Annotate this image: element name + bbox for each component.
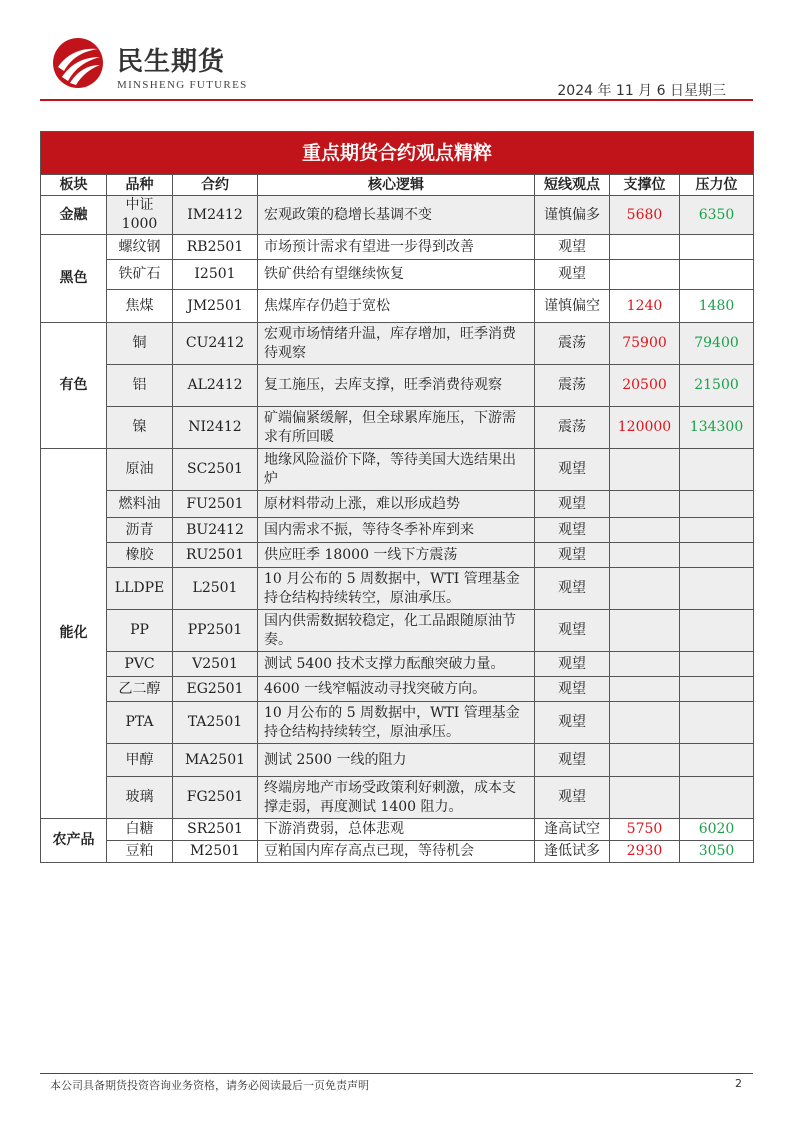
sector-label: 能化 xyxy=(41,449,107,819)
table-row xyxy=(41,610,754,652)
variety-cell: LLDPE xyxy=(107,568,173,610)
table-header-row xyxy=(41,175,754,196)
logic-cell: 10 月公布的 5 周数据中，WTI 管理基金持仓结构持续转空，原油承压。 xyxy=(258,702,535,744)
sector-label: 有色 xyxy=(41,323,107,449)
support-cell: 2930 xyxy=(610,841,680,863)
support-cell xyxy=(610,543,680,568)
variety-cell: 焦煤 xyxy=(107,290,173,323)
support-cell: 20500 xyxy=(610,365,680,407)
variety-cell: 铝 xyxy=(107,365,173,407)
view-cell: 观望 xyxy=(535,568,610,610)
table-row xyxy=(41,841,754,863)
contract-cell: IM2412 xyxy=(173,196,258,235)
contract-cell: RB2501 xyxy=(173,235,258,260)
view-cell: 逢高试空 xyxy=(535,819,610,841)
view-cell: 观望 xyxy=(535,235,610,260)
variety-cell: 白糖 xyxy=(107,819,173,841)
column-header: 支撑位 xyxy=(610,175,680,196)
contract-cell: AL2412 xyxy=(173,365,258,407)
support-cell: 75900 xyxy=(610,323,680,365)
table-row xyxy=(41,543,754,568)
logic-cell: 铁矿供给有望继续恢复 xyxy=(258,260,535,290)
variety-cell: 沥青 xyxy=(107,518,173,543)
logic-cell: 测试 2500 一线的阻力 xyxy=(258,744,535,777)
column-header: 板块 xyxy=(41,175,107,196)
table-row xyxy=(41,652,754,677)
column-header: 核心逻辑 xyxy=(258,175,535,196)
variety-cell: 原油 xyxy=(107,449,173,491)
resistance-cell xyxy=(680,677,754,702)
logic-cell: 终端房地产市场受政策利好刺激，成本支撑走弱，再度测试 1400 阻力。 xyxy=(258,777,535,819)
header-divider xyxy=(40,99,753,101)
brand-name-en: MINSHENG FUTURES xyxy=(117,79,248,91)
support-cell xyxy=(610,610,680,652)
disclaimer: 本公司具备期货投资咨询业务资格，请务必阅读最后一页免责声明 xyxy=(50,1079,369,1092)
table-row xyxy=(41,260,754,290)
variety-cell: 玻璃 xyxy=(107,777,173,819)
variety-cell: 橡胶 xyxy=(107,543,173,568)
table-row xyxy=(41,365,754,407)
view-cell: 谨慎偏空 xyxy=(535,290,610,323)
contract-cell: MA2501 xyxy=(173,744,258,777)
table-row xyxy=(41,323,754,365)
logic-cell: 原材料带动上涨，难以形成趋势 xyxy=(258,491,535,518)
support-cell xyxy=(610,491,680,518)
table-row xyxy=(41,702,754,744)
support-cell xyxy=(610,449,680,491)
variety-cell: PVC xyxy=(107,652,173,677)
view-cell: 观望 xyxy=(535,777,610,819)
variety-cell: 铁矿石 xyxy=(107,260,173,290)
view-cell: 观望 xyxy=(535,449,610,491)
support-cell xyxy=(610,677,680,702)
variety-cell: 镍 xyxy=(107,407,173,449)
resistance-cell: 79400 xyxy=(680,323,754,365)
sector-label: 黑色 xyxy=(41,235,107,323)
table-row xyxy=(41,491,754,518)
logic-cell: 供应旺季 18000 一线下方震荡 xyxy=(258,543,535,568)
resistance-cell xyxy=(680,568,754,610)
contract-cell: CU2412 xyxy=(173,323,258,365)
logic-cell: 焦煤库存仍趋于宽松 xyxy=(258,290,535,323)
table-row xyxy=(41,568,754,610)
support-cell: 5680 xyxy=(610,196,680,235)
table-title: 重点期货合约观点精粹 xyxy=(41,132,754,175)
logic-cell: 测试 5400 技术支撑力酝酿突破力量。 xyxy=(258,652,535,677)
view-cell: 观望 xyxy=(535,260,610,290)
view-cell: 观望 xyxy=(535,491,610,518)
resistance-cell xyxy=(680,260,754,290)
resistance-cell xyxy=(680,744,754,777)
view-cell: 观望 xyxy=(535,744,610,777)
logic-cell: 复工施压，去库支撑，旺季消费待观察 xyxy=(258,365,535,407)
logic-cell: 国内需求不振，等待冬季补库到来 xyxy=(258,518,535,543)
view-cell: 震荡 xyxy=(535,407,610,449)
view-cell: 谨慎偏多 xyxy=(535,196,610,235)
resistance-cell xyxy=(680,702,754,744)
sector-label: 农产品 xyxy=(41,819,107,863)
support-cell xyxy=(610,777,680,819)
view-cell: 观望 xyxy=(535,677,610,702)
contract-cell: SC2501 xyxy=(173,449,258,491)
minsheng-logo-icon xyxy=(52,37,104,89)
contract-cell: M2501 xyxy=(173,841,258,863)
variety-cell: 螺纹钢 xyxy=(107,235,173,260)
resistance-cell xyxy=(680,518,754,543)
variety-cell: PP xyxy=(107,610,173,652)
view-cell: 观望 xyxy=(535,610,610,652)
view-cell: 观望 xyxy=(535,543,610,568)
variety-cell: 豆粕 xyxy=(107,841,173,863)
view-cell: 震荡 xyxy=(535,323,610,365)
resistance-cell: 6020 xyxy=(680,819,754,841)
page-header xyxy=(0,0,794,110)
variety-cell: 乙二醇 xyxy=(107,677,173,702)
view-cell: 逢低试多 xyxy=(535,841,610,863)
logic-cell: 市场预计需求有望进一步得到改善 xyxy=(258,235,535,260)
support-cell: 1240 xyxy=(610,290,680,323)
logic-cell: 矿端偏紧缓解，但全球累库施压，下游需求有所回暖 xyxy=(258,407,535,449)
support-cell xyxy=(610,702,680,744)
support-cell xyxy=(610,652,680,677)
support-cell xyxy=(610,260,680,290)
support-cell xyxy=(610,568,680,610)
view-cell: 观望 xyxy=(535,702,610,744)
support-cell xyxy=(610,744,680,777)
contract-cell: NI2412 xyxy=(173,407,258,449)
contract-cell: V2501 xyxy=(173,652,258,677)
report-date: 2024 年 11 月 6 日星期三 xyxy=(557,83,726,99)
resistance-cell: 3050 xyxy=(680,841,754,863)
brand-name: 民生期货 xyxy=(117,47,226,77)
column-header: 压力位 xyxy=(680,175,754,196)
contract-cell: SR2501 xyxy=(173,819,258,841)
support-cell xyxy=(610,518,680,543)
contract-cell: RU2501 xyxy=(173,543,258,568)
contract-cell: I2501 xyxy=(173,260,258,290)
resistance-cell xyxy=(680,543,754,568)
view-cell: 观望 xyxy=(535,518,610,543)
table-row xyxy=(41,744,754,777)
resistance-cell xyxy=(680,449,754,491)
contract-cell: L2501 xyxy=(173,568,258,610)
support-cell xyxy=(610,235,680,260)
logic-cell: 10 月公布的 5 周数据中，WTI 管理基金持仓结构持续转空，原油承压。 xyxy=(258,568,535,610)
table-row xyxy=(41,290,754,323)
contract-cell: PP2501 xyxy=(173,610,258,652)
resistance-cell xyxy=(680,777,754,819)
logic-cell: 地缘风险溢价下降，等待美国大选结果出炉 xyxy=(258,449,535,491)
variety-cell: PTA xyxy=(107,702,173,744)
sector-label: 金融 xyxy=(41,196,107,235)
contract-cell: TA2501 xyxy=(173,702,258,744)
table-row xyxy=(41,235,754,260)
resistance-cell xyxy=(680,610,754,652)
logic-cell: 下游消费弱，总体悲观 xyxy=(258,819,535,841)
column-header: 合约 xyxy=(173,175,258,196)
logic-cell: 宏观市场情绪升温，库存增加，旺季消费待观察 xyxy=(258,323,535,365)
support-cell: 5750 xyxy=(610,819,680,841)
contract-cell: BU2412 xyxy=(173,518,258,543)
view-cell: 观望 xyxy=(535,652,610,677)
resistance-cell xyxy=(680,652,754,677)
table-row xyxy=(41,777,754,819)
page-number: 2 xyxy=(735,1077,742,1090)
table-row xyxy=(41,518,754,543)
resistance-cell: 1480 xyxy=(680,290,754,323)
contract-cell: FG2501 xyxy=(173,777,258,819)
resistance-cell xyxy=(680,235,754,260)
logic-cell: 国内供需数据较稳定，化工品跟随原油节奏。 xyxy=(258,610,535,652)
logic-cell: 宏观政策的稳增长基调不变 xyxy=(258,196,535,235)
resistance-cell: 134300 xyxy=(680,407,754,449)
resistance-cell xyxy=(680,491,754,518)
logic-cell: 4600 一线窄幅波动寻找突破方向。 xyxy=(258,677,535,702)
contract-cell: JM2501 xyxy=(173,290,258,323)
table-row xyxy=(41,196,754,235)
contract-cell: EG2501 xyxy=(173,677,258,702)
variety-cell: 燃料油 xyxy=(107,491,173,518)
support-cell: 120000 xyxy=(610,407,680,449)
resistance-cell: 6350 xyxy=(680,196,754,235)
footer-divider xyxy=(40,1073,753,1074)
table-row xyxy=(41,407,754,449)
variety-cell: 铜 xyxy=(107,323,173,365)
logic-cell: 豆粕国内库存高点已现，等待机会 xyxy=(258,841,535,863)
table-row xyxy=(41,449,754,491)
variety-cell: 中证1000 xyxy=(107,196,173,235)
column-header: 品种 xyxy=(107,175,173,196)
table-row xyxy=(41,677,754,702)
contract-views-table xyxy=(40,131,754,863)
contract-cell: FU2501 xyxy=(173,491,258,518)
column-header: 短线观点 xyxy=(535,175,610,196)
resistance-cell: 21500 xyxy=(680,365,754,407)
table-row xyxy=(41,819,754,841)
view-cell: 震荡 xyxy=(535,365,610,407)
variety-cell: 甲醇 xyxy=(107,744,173,777)
